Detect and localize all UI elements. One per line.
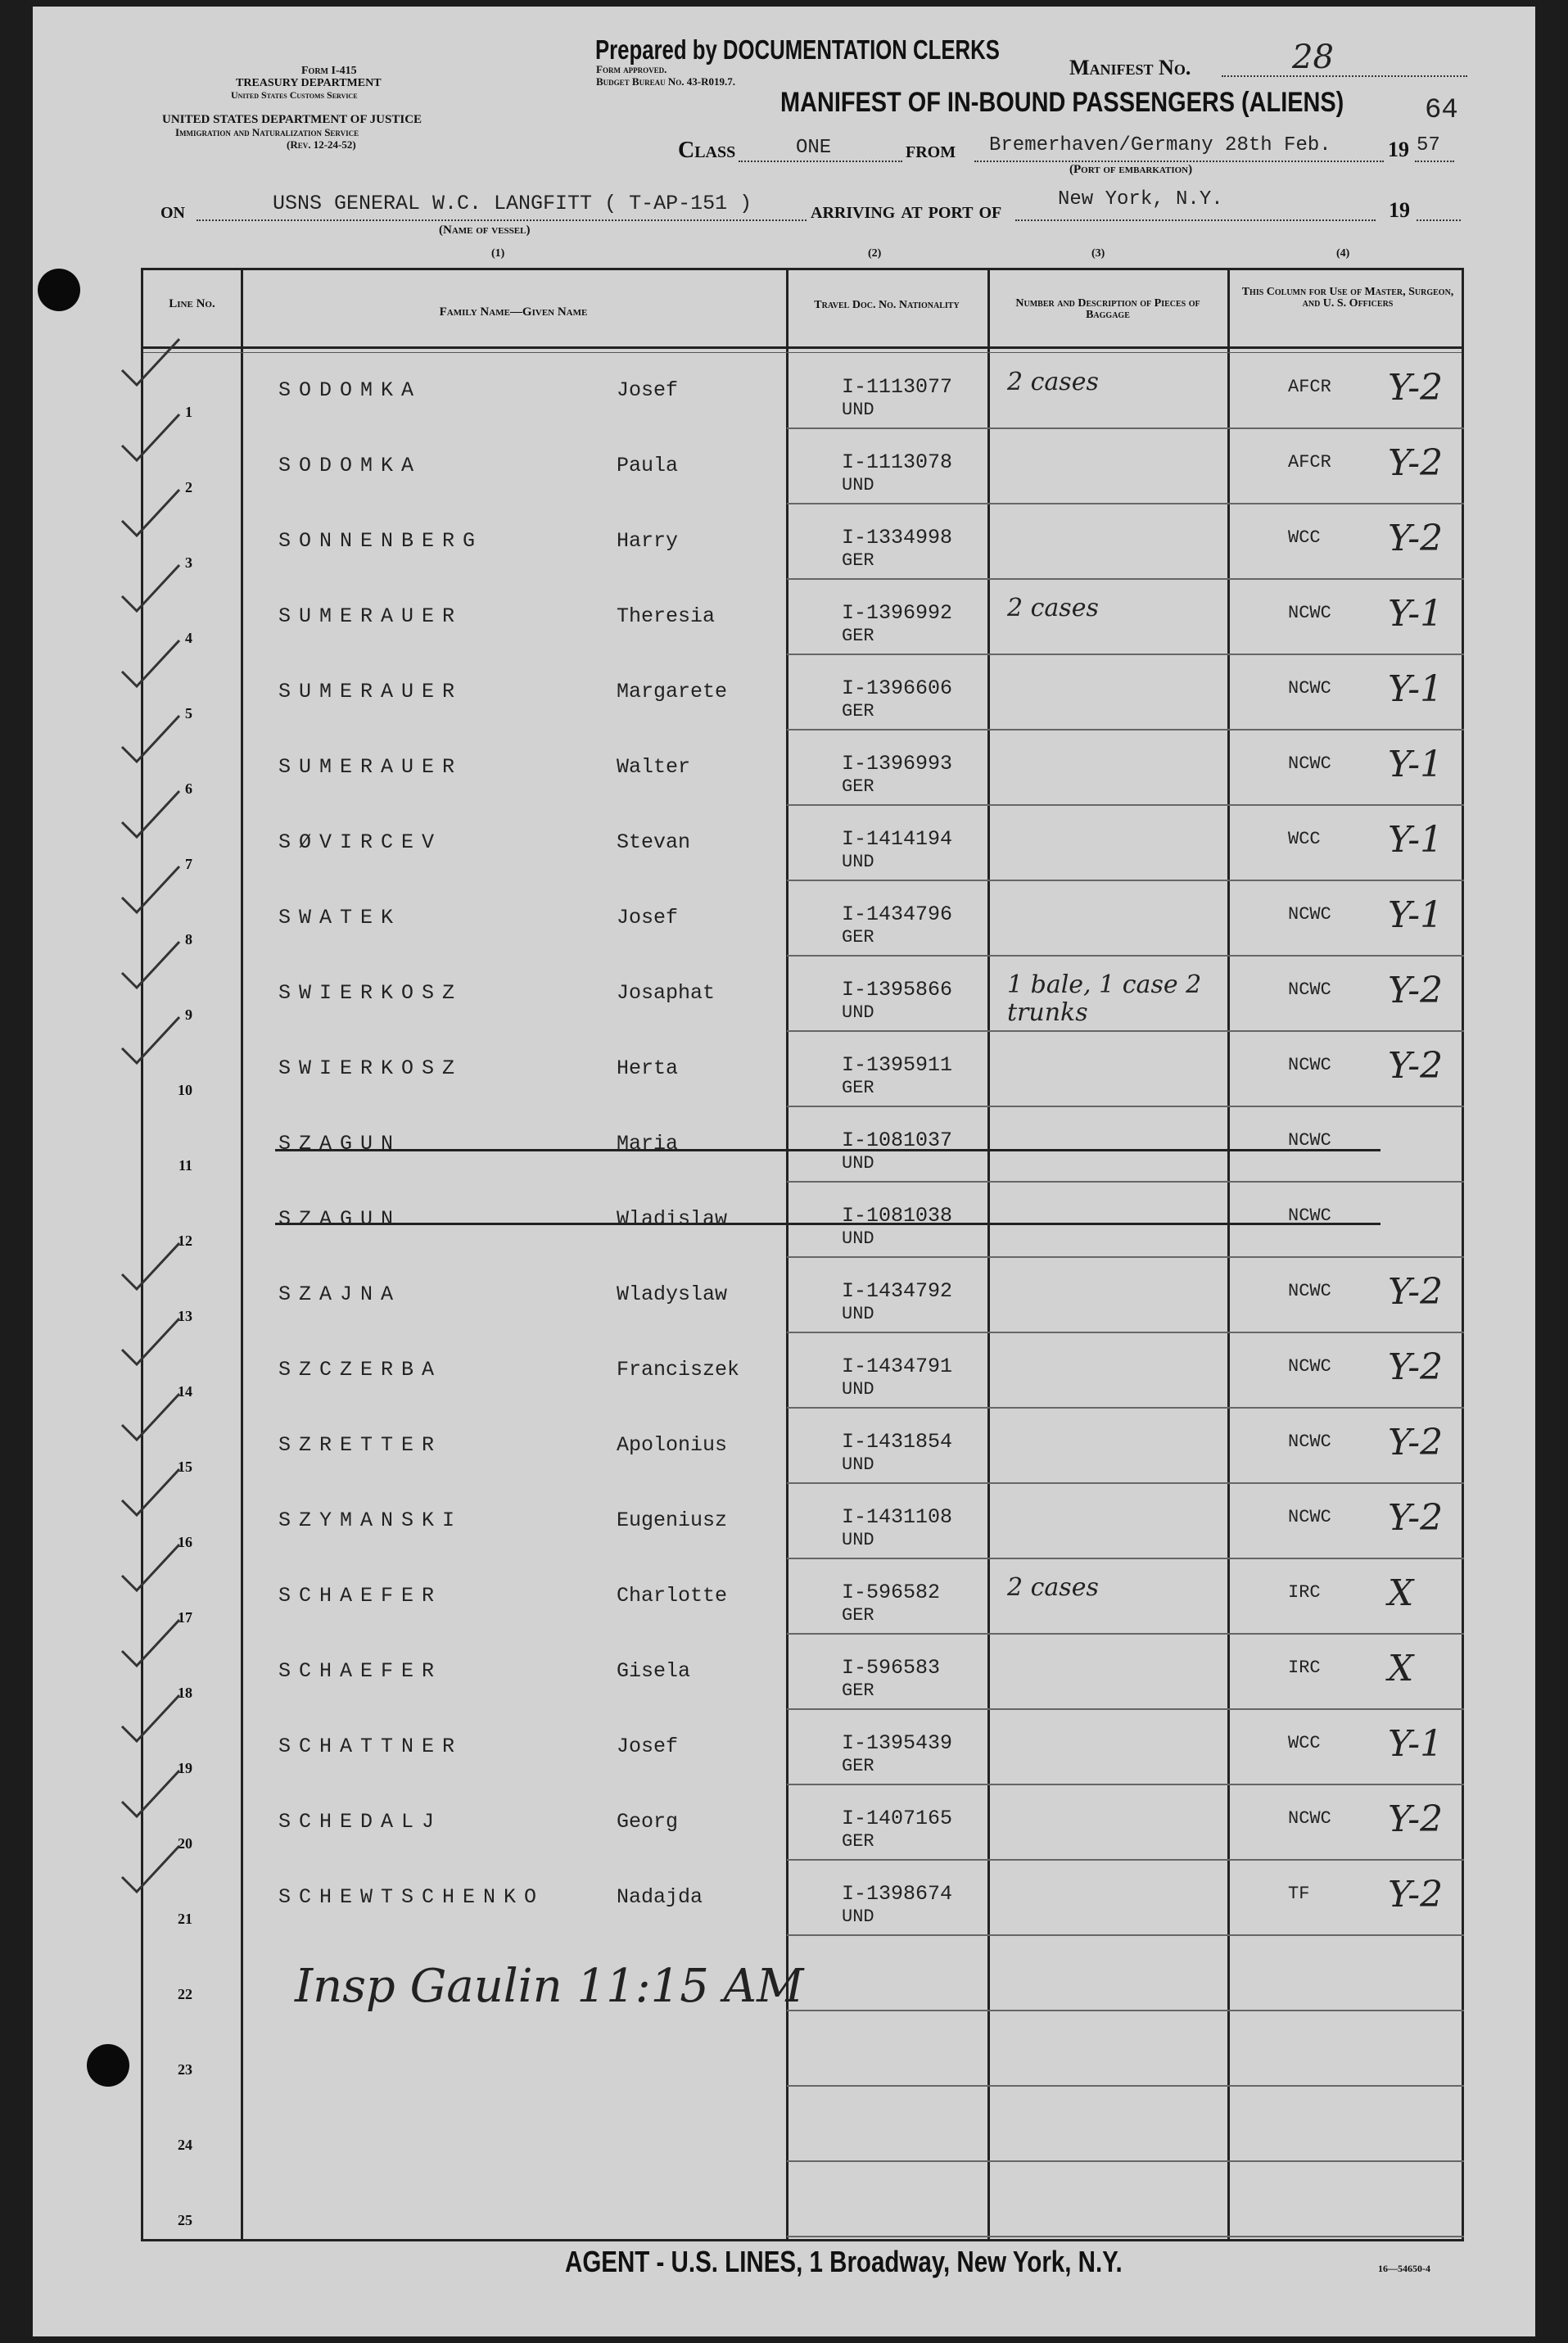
- agency: NCWC: [1288, 678, 1331, 699]
- family-name: SWIERKOSZ: [278, 1056, 463, 1080]
- prepared-by-stamp: Prepared by DOCUMENTATION CLERKS: [595, 34, 1000, 65]
- table-row: [143, 2160, 1462, 2236]
- travel-doc-number: I-1434796: [842, 902, 953, 926]
- table-row: [143, 1633, 1462, 1708]
- year-prefix: 19: [1388, 138, 1409, 161]
- travel-doc-number: I-1407165: [842, 1807, 953, 1830]
- check-mark-icon: [119, 1014, 184, 1071]
- given-name: Harry: [617, 529, 679, 553]
- line-number: 14: [178, 1383, 192, 1400]
- family-name: SODOMKA: [278, 378, 423, 402]
- nationality: UND: [842, 1907, 874, 1927]
- line-number: 9: [185, 1006, 192, 1023]
- officer-mark: Y-2: [1388, 518, 1444, 559]
- treasury-dept: TREASURY DEPARTMENT: [236, 77, 382, 89]
- baggage: 2 cases: [1007, 368, 1099, 396]
- family-name: SUMERAUER: [278, 680, 463, 703]
- travel-doc-number: I-1334998: [842, 526, 953, 550]
- vessel-caption: (Name of vessel): [439, 224, 531, 237]
- line-number: 13: [178, 1308, 192, 1324]
- table-row: [143, 1784, 1462, 1859]
- inspector-annotation: Insp Gaulin 11:15 AM: [295, 1960, 804, 2013]
- given-name: Apolonius: [617, 1433, 728, 1457]
- line-number: 24: [178, 2137, 192, 2153]
- line-number: 23: [178, 2061, 192, 2078]
- table-row: [143, 1181, 1462, 1256]
- family-name: SCHEWTSCHENKO: [278, 1885, 545, 1909]
- line-number: 3: [185, 554, 192, 571]
- nationality: UND: [842, 852, 874, 872]
- port-embarkation-caption: (Port of embarkation): [1069, 163, 1193, 176]
- given-name: Josef: [617, 378, 679, 402]
- given-name: Josef: [617, 906, 679, 930]
- travel-doc-number: I-1396606: [842, 676, 953, 700]
- agency: NCWC: [1288, 1205, 1331, 1226]
- officer-mark: Y-2: [1388, 970, 1444, 1011]
- form-number: Form I-415: [301, 65, 357, 77]
- table-row: [143, 503, 1462, 578]
- agency: NCWC: [1288, 1281, 1331, 1301]
- table-row: [143, 1407, 1462, 1482]
- check-mark-icon: [119, 1767, 184, 1825]
- family-name: SZYMANSKI: [278, 1508, 463, 1532]
- table-row: [143, 352, 1462, 427]
- table-row: [143, 1256, 1462, 1332]
- officer-mark: Y-2: [1388, 442, 1444, 484]
- agency: NCWC: [1288, 1356, 1331, 1377]
- on-label: on: [160, 198, 185, 224]
- header-baggage: Number and Description of Pieces of Baggage: [1015, 297, 1200, 321]
- travel-doc-number: I-596582: [842, 1581, 941, 1604]
- officer-mark: Y-2: [1388, 1874, 1444, 1916]
- class-value: ONE: [796, 137, 832, 159]
- line-number: 11: [178, 1157, 192, 1174]
- family-name: SZAJNA: [278, 1282, 402, 1306]
- arrival-port: New York, N.Y.: [1058, 188, 1223, 210]
- given-name: Herta: [617, 1056, 679, 1080]
- agency: WCC: [1288, 1733, 1321, 1753]
- line-number: 7: [185, 856, 192, 872]
- given-name: Paula: [617, 454, 679, 477]
- agency: WCC: [1288, 527, 1321, 548]
- from-label: from: [906, 138, 956, 163]
- table-row: [143, 427, 1462, 503]
- travel-doc-number: I-1434791: [842, 1355, 953, 1378]
- baggage: 2 cases: [1007, 1573, 1099, 1602]
- travel-doc-number: I-1434792: [842, 1279, 953, 1303]
- agency: NCWC: [1288, 979, 1331, 1000]
- cancelled-line-11: [275, 1149, 1380, 1151]
- arriving-label: arriving at port of: [811, 198, 1002, 224]
- family-name: SCHAEFER: [278, 1584, 443, 1608]
- travel-doc-number: I-1396993: [842, 752, 953, 776]
- nationality: GER: [842, 1680, 874, 1701]
- given-name: Josef: [617, 1735, 679, 1758]
- manifest-number: 28: [1292, 38, 1334, 76]
- travel-doc-number: I-1431854: [842, 1430, 953, 1454]
- family-name: SCHAEFER: [278, 1659, 443, 1683]
- check-mark-icon: [119, 863, 184, 920]
- given-name: Stevan: [617, 830, 691, 854]
- ins-service: Immigration and Naturalization Service: [175, 126, 359, 138]
- page-number: 64: [1425, 95, 1458, 126]
- family-name: SUMERAUER: [278, 604, 463, 628]
- baggage: 1 bale, 1 case 2 trunks: [1007, 970, 1202, 1027]
- given-name: Theresia: [617, 604, 716, 628]
- footer-code: 16—54650-4: [1378, 2263, 1430, 2274]
- nationality: UND: [842, 475, 874, 495]
- given-name: Georg: [617, 1810, 679, 1834]
- given-name: Walter: [617, 755, 691, 779]
- vessel-name: USNS GENERAL W.C. LANGFITT ( T-AP-151 ): [273, 192, 752, 215]
- col4-number: (4): [1336, 247, 1350, 260]
- nationality: GER: [842, 626, 874, 646]
- family-name: SWATEK: [278, 906, 402, 930]
- check-mark-icon: [119, 712, 184, 770]
- agent-footer: AGENT - U.S. LINES, 1 Broadway, New York, N.Y.: [565, 2245, 1123, 2278]
- travel-doc-number: I-1113077: [842, 375, 953, 399]
- header-name: Family Name—Given Name: [439, 305, 588, 319]
- family-name: SUMERAUER: [278, 755, 463, 779]
- year-value: 57: [1417, 134, 1440, 156]
- nationality: GER: [842, 701, 874, 721]
- agency: NCWC: [1288, 753, 1331, 774]
- given-name: Charlotte: [617, 1584, 728, 1608]
- agency: AFCR: [1288, 377, 1331, 397]
- travel-doc-number: I-1398674: [842, 1882, 953, 1906]
- travel-doc-number: I-1414194: [842, 827, 953, 851]
- officer-mark: Y-1: [1388, 668, 1444, 710]
- table-row: [143, 2085, 1462, 2160]
- agency: NCWC: [1288, 1055, 1331, 1075]
- col1-number: (1): [491, 247, 505, 260]
- table-row: [143, 804, 1462, 880]
- check-mark-icon: [119, 1315, 184, 1373]
- family-name: SCHATTNER: [278, 1735, 463, 1758]
- cancelled-line-12: [275, 1223, 1380, 1225]
- officer-mark: Y-1: [1388, 819, 1444, 861]
- given-name: Franciszek: [617, 1358, 740, 1382]
- officer-mark: Y-1: [1388, 744, 1444, 785]
- travel-doc-number: I-1081037: [842, 1129, 953, 1152]
- given-name: Wladyslaw: [617, 1282, 728, 1306]
- line-number: 12: [178, 1233, 192, 1249]
- agency: NCWC: [1288, 1432, 1331, 1452]
- given-name: Margarete: [617, 680, 728, 703]
- check-mark-icon: [119, 939, 184, 996]
- officer-mark: X: [1388, 1648, 1414, 1689]
- line-number: 22: [178, 1986, 192, 2002]
- form-approved: Form approved.: [596, 63, 667, 75]
- nationality: GER: [842, 1078, 874, 1098]
- nationality: UND: [842, 1454, 874, 1475]
- agency: IRC: [1288, 1658, 1321, 1678]
- family-name: SZRETTER: [278, 1433, 443, 1457]
- agency: IRC: [1288, 1582, 1321, 1603]
- given-name: Gisela: [617, 1659, 691, 1683]
- nationality: UND: [842, 1304, 874, 1324]
- family-name: SZCZERBA: [278, 1358, 443, 1382]
- baggage: 2 cases: [1007, 594, 1099, 622]
- line-number: 25: [178, 2212, 192, 2228]
- header-officers: This Column for Use of Master, Surgeon, and U. S. Officers: [1241, 286, 1454, 310]
- officer-mark: X: [1388, 1572, 1414, 1614]
- family-name: SONNENBERG: [278, 529, 484, 553]
- line-number: 20: [178, 1835, 192, 1852]
- given-name: Wladislaw: [617, 1207, 728, 1231]
- header-travel-doc: Travel Doc. No. Nationality: [814, 299, 960, 311]
- table-row: [143, 1708, 1462, 1784]
- table-row: [143, 2010, 1462, 2085]
- officer-mark: Y-1: [1388, 593, 1444, 635]
- customs-service: United States Customs Service: [231, 89, 358, 101]
- family-name: SWIERKOSZ: [278, 981, 463, 1005]
- agency: NCWC: [1288, 1808, 1331, 1829]
- line-number: 2: [185, 479, 192, 495]
- table-row: [143, 1859, 1462, 1934]
- travel-doc-number: I-1113078: [842, 450, 953, 474]
- line-number: 4: [185, 630, 192, 646]
- check-mark-icon: [119, 1617, 184, 1674]
- officer-mark: Y-2: [1388, 367, 1444, 409]
- line-number: 21: [178, 1911, 192, 1927]
- family-name: SZAGUN: [278, 1207, 402, 1231]
- travel-doc-number: I-1395911: [842, 1053, 953, 1077]
- officer-mark: Y-2: [1388, 1346, 1444, 1388]
- line-number: 15: [178, 1459, 192, 1475]
- nationality: GER: [842, 776, 874, 797]
- check-mark-icon: [119, 336, 184, 393]
- line-number: 10: [178, 1082, 192, 1098]
- line-number: 8: [185, 931, 192, 948]
- check-mark-icon: [119, 1692, 184, 1749]
- table-row: [143, 1030, 1462, 1106]
- agency: WCC: [1288, 829, 1321, 849]
- check-mark-icon: [119, 637, 184, 694]
- nationality: UND: [842, 1002, 874, 1023]
- given-name: Eugeniusz: [617, 1508, 728, 1532]
- year-two: 19: [1389, 198, 1410, 222]
- check-mark-icon: [119, 1240, 184, 1297]
- family-name: SZAGUN: [278, 1132, 402, 1156]
- col3-number: (3): [1091, 247, 1105, 260]
- check-mark-icon: [119, 788, 184, 845]
- punch-hole-bottom: [87, 2044, 129, 2087]
- check-mark-icon: [119, 1391, 184, 1448]
- agency: NCWC: [1288, 904, 1331, 925]
- table-row: [143, 1332, 1462, 1407]
- manifest-label: Manifest No.: [1069, 56, 1191, 79]
- agency: NCWC: [1288, 1130, 1331, 1151]
- travel-doc-number: I-1431108: [842, 1505, 953, 1529]
- nationality: UND: [842, 1228, 874, 1249]
- officer-mark: Y-1: [1388, 894, 1444, 936]
- line-number: 6: [185, 780, 192, 797]
- officer-mark: Y-1: [1388, 1723, 1444, 1765]
- given-name: Nadajda: [617, 1885, 703, 1909]
- budget-bureau: Budget Bureau No. 43-R019.7.: [596, 75, 735, 88]
- class-label: Class: [678, 138, 736, 163]
- check-mark-icon: [119, 1541, 184, 1599]
- check-mark-icon: [119, 562, 184, 619]
- officer-mark: Y-2: [1388, 1271, 1444, 1313]
- table-row: [143, 1558, 1462, 1633]
- check-mark-icon: [119, 411, 184, 468]
- table-row: [143, 729, 1462, 804]
- travel-doc-number: I-596583: [842, 1656, 941, 1680]
- travel-doc-number: I-1396992: [842, 601, 953, 625]
- col2-number: (2): [868, 247, 882, 260]
- nationality: GER: [842, 1756, 874, 1776]
- agency: NCWC: [1288, 603, 1331, 623]
- nationality: GER: [842, 1605, 874, 1626]
- nationality: UND: [842, 1153, 874, 1174]
- nationality: UND: [842, 1530, 874, 1550]
- family-name: SØVIRCEV: [278, 830, 443, 854]
- officer-mark: Y-2: [1388, 1045, 1444, 1087]
- check-mark-icon: [119, 1466, 184, 1523]
- given-name: Maria: [617, 1132, 679, 1156]
- nationality: GER: [842, 1831, 874, 1852]
- nationality: UND: [842, 400, 874, 420]
- line-number: 16: [178, 1534, 192, 1550]
- table-row: [143, 1482, 1462, 1558]
- officer-mark: Y-2: [1388, 1497, 1444, 1539]
- family-name: SODOMKA: [278, 454, 423, 477]
- check-mark-icon: [119, 1843, 184, 1900]
- line-number: 18: [178, 1685, 192, 1701]
- given-name: Josaphat: [617, 981, 716, 1005]
- line-number: 1: [185, 404, 192, 420]
- table-row: [143, 654, 1462, 729]
- travel-doc-number: I-1395866: [842, 978, 953, 1002]
- nationality: UND: [842, 1379, 874, 1400]
- officer-mark: Y-2: [1388, 1798, 1444, 1840]
- family-name: SCHEDALJ: [278, 1810, 443, 1834]
- header-line-no: Line No.: [169, 297, 215, 310]
- line-number: 19: [178, 1760, 192, 1776]
- travel-doc-number: I-1395439: [842, 1731, 953, 1755]
- travel-doc-number: I-1081038: [842, 1204, 953, 1228]
- embarkation-port: Bremerhaven/Germany 28th Feb.: [989, 134, 1331, 156]
- agency: NCWC: [1288, 1507, 1331, 1527]
- justice-dept: UNITED STATES DEPARTMENT OF JUSTICE: [162, 113, 423, 126]
- table-row: [143, 880, 1462, 955]
- line-number: 5: [185, 705, 192, 721]
- manifest-title: MANIFEST OF IN-BOUND PASSENGERS (ALIENS): [780, 87, 1344, 118]
- agency: TF: [1288, 1884, 1310, 1904]
- nationality: GER: [842, 927, 874, 948]
- table-row: [143, 1106, 1462, 1181]
- nationality: GER: [842, 550, 874, 571]
- punch-hole-top: [38, 269, 80, 311]
- check-mark-icon: [119, 486, 184, 544]
- table-row: [143, 955, 1462, 1030]
- agency: AFCR: [1288, 452, 1331, 473]
- officer-mark: Y-2: [1388, 1422, 1444, 1463]
- passenger-table: [141, 268, 1464, 2241]
- revision: (Rev. 12-24-52): [287, 138, 356, 151]
- table-row: [143, 578, 1462, 654]
- line-number: 17: [178, 1609, 192, 1626]
